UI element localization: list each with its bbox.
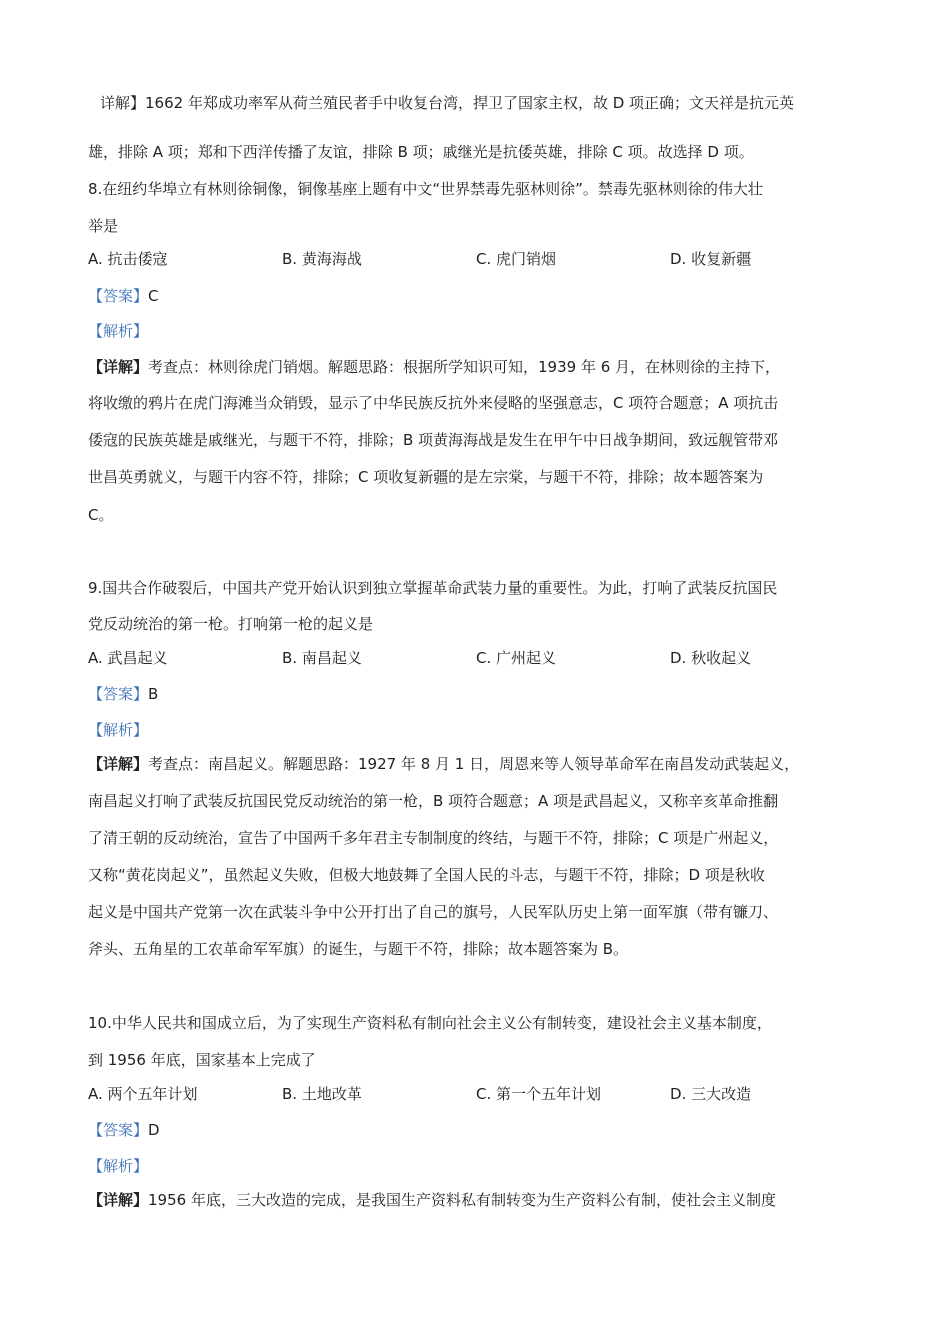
q9-answer-value: B: [148, 685, 159, 703]
q8-detail-line-4: 世昌英勇就义，与题干内容不符，排除；C 项收复新疆的是左宗棠，与题干不符，排除；故本题答案为: [88, 468, 764, 486]
q9-answer: [88, 683, 158, 705]
q10-detail-line-1: [88, 1189, 776, 1211]
q8-detail-line-5: C。: [88, 506, 114, 524]
q8-analysis-label: 【解析】: [88, 322, 149, 340]
q8-answer: [88, 285, 159, 307]
q8-detail-line-2: 将收缴的鸦片在虎门海滩当众销毁，显示了中华民族反抗外来侵略的坚强意志，C 项符合题意；A 项抗击: [88, 394, 779, 412]
q10-detail-first: 1956 年底，三大改造的完成，是我国生产资料私有制转变为生产资料公有制，使社会主义制度: [148, 1191, 776, 1209]
q10-stem-line-1: 10.中华人民共和国成立后，为了实现生产资料私有制向社会主义公有制转变，建设社会主义基本制度，: [88, 1014, 772, 1032]
q8-detail-first: 考查点：林则徐虎门销烟。解题思路：根据所学知识可知，1939 年 6 月，在林则徐的主持下，: [148, 358, 781, 376]
q10-option-c: C. 第一个五年计划: [476, 1085, 602, 1103]
q9-stem-line-1: 9.国共合作破裂后，中国共产党开始认识到独立掌握革命武装力量的重要性。为此，打响了武装反抗国民: [88, 579, 778, 597]
q9-option-b: B. 南昌起义: [282, 649, 362, 667]
q10-option-a: A. 两个五年计划: [88, 1085, 198, 1103]
q8-option-c: C. 虎门销烟: [476, 250, 557, 268]
q8-detail-line-3: 倭寇的民族英雄是戚继光，与题干不符，排除；B 项黄海海战是发生在甲午中日战争期间，致远舰管带邓: [88, 431, 779, 449]
q8-option-b: B. 黄海海战: [282, 250, 362, 268]
q9-detail-line-1: [88, 753, 799, 775]
q9-detail-line-4: 又称“黄花岗起义”，虽然起义失败，但极大地鼓舞了全国人民的斗志，与题干不符，排除；D 项是秋收: [88, 866, 765, 884]
q9-detail-line-6: 斧头、五角星的工农革命军军旗）的诞生，与题干不符，排除；故本题答案为 B。: [88, 940, 629, 958]
q10-detail-label: 【详解】: [88, 1191, 149, 1209]
q9-detail-line-3: 了清王朝的反动统治，宣告了中国两千多年君主专制制度的终结，与题干不符，排除；C 项是广州起义，: [88, 829, 779, 847]
q10-answer-value: D: [148, 1121, 160, 1139]
q9-detail-first: 考查点：南昌起义。解题思路：1927 年 8 月 1 日，周恩来等人领导革命军在南昌发动武装起义，: [148, 755, 800, 773]
q9-analysis-label: 【解析】: [88, 721, 149, 739]
q9-detail-line-2: 南昌起义打响了武装反抗国民党反动统治的第一枪，B 项符合题意；A 项是武昌起义，又称辛亥革命推翻: [88, 792, 779, 810]
q7-detail-line-2: 雄，排除 A 项；郑和下西洋传播了友谊，排除 B 项；戚继光是抗倭英雄，排除 C 项。故选择 D 项。: [88, 143, 754, 161]
q10-analysis-label: 【解析】: [88, 1157, 149, 1175]
q10-stem-line-2: 到 1956 年底，国家基本上完成了: [88, 1051, 316, 1069]
q7-detail-line-1: 详解】1662 年郑成功率军从荷兰殖民者手中收复台湾，捍卫了国家主权，故 D 项正确；文天祥是抗元英: [100, 94, 795, 112]
q10-answer: [88, 1119, 160, 1141]
q9-detail-label: 【详解】: [88, 755, 149, 773]
q10-option-b: B. 土地改革: [282, 1085, 362, 1103]
q9-option-c: C. 广州起义: [476, 649, 557, 667]
q10-option-d: D. 三大改造: [670, 1085, 752, 1103]
q8-option-a: A. 抗击倭寇: [88, 250, 168, 268]
q8-detail-line-1: [88, 356, 780, 378]
q9-detail-line-5: 起义是中国共产党第一次在武装斗争中公开打出了自己的旗号，人民军队历史上第一面军旗（带有镰刀、: [88, 903, 779, 921]
q8-stem-line-1: 8.在纽约华埠立有林则徐铜像，铜像基座上题有中文“世界禁毒先驱林则徐”。禁毒先驱林则徐的伟大壮: [88, 180, 763, 198]
q8-answer-value: C: [148, 287, 159, 305]
q10-answer-label: 【答案】: [88, 1121, 149, 1139]
q9-option-d: D. 秋收起义: [670, 649, 752, 667]
q8-detail-label: 【详解】: [88, 358, 149, 376]
q8-answer-label: 【答案】: [88, 287, 149, 305]
q9-stem-line-2: 党反动统治的第一枪。打响第一枪的起义是: [88, 615, 374, 633]
q8-stem-line-2: 举是: [88, 217, 119, 235]
q8-option-d: D. 收复新疆: [670, 250, 752, 268]
q9-answer-label: 【答案】: [88, 685, 149, 703]
q9-option-a: A. 武昌起义: [88, 649, 168, 667]
